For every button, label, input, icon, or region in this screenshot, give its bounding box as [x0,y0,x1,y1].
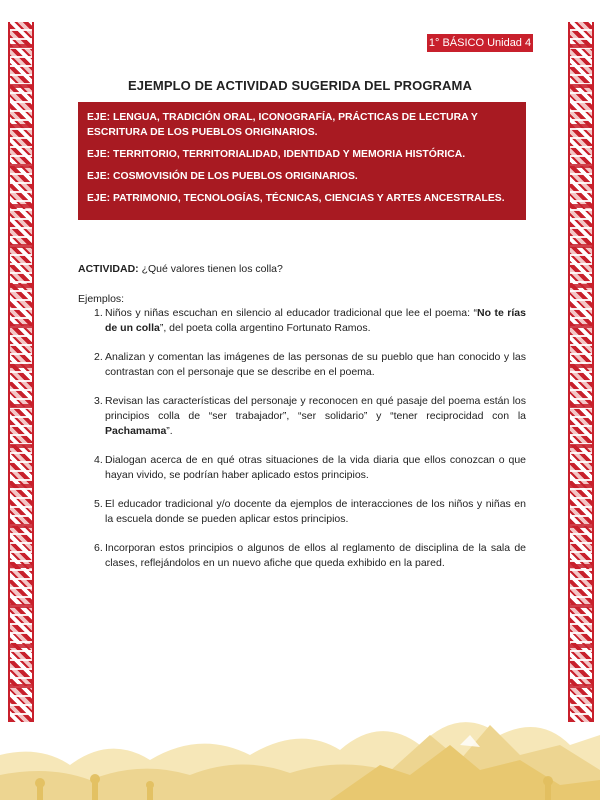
list-item [78,497,526,527]
item-number: 4. [94,454,103,466]
item-number: 3. [94,395,103,407]
activity-label: ACTIVIDAD: [78,263,139,275]
decorative-right-border [568,22,594,722]
item-text: Analizan y comentan las imágenes de las personas de su pueblo que han conocido y las contrastan con el personaje que se describe en el poema. [105,351,526,378]
item-number: 1. [94,307,103,319]
pachamama-term: Pachamama [105,425,167,437]
list-item [78,350,526,380]
list-item [78,453,526,483]
unit-badge: 1° BÁSICO Unidad 4 [427,34,533,52]
item-text: Revisan las características del personaje y reconocen en qué pasaje del poema están los principios colla de “ser trabajador”, “ser solidario” y “tener reciprocidad con la [105,395,526,422]
item-text: ”, del poeta colla argentino Fortunato Ramos. [159,322,371,334]
activity-question: ¿Qué valores tienen los colla? [138,263,283,275]
eje-item: EJE: LENGUA, TRADICIÓN ORAL, ICONOGRAFÍA, PRÁCTICAS DE LECTURA Y ESCRITURA DE LOS PUEBLOS ORIGINARIOS. [87,112,478,138]
eje-item: EJE: COSMOVISIÓN DE LOS PUEBLOS ORIGINARIOS. [87,171,358,182]
item-text: ”. [166,425,173,437]
eje-box [78,102,526,220]
item-number: 6. [94,542,103,554]
examples-list [78,306,526,585]
list-item [78,394,526,439]
item-number: 5. [94,498,103,510]
page-title: EJEMPLO DE ACTIVIDAD SUGERIDA DEL PROGRAMA [128,78,472,93]
item-text: Niños y niñas escuchan en silencio al educador tradicional que lee el poema: “ [105,307,478,319]
list-item [78,541,526,571]
item-number: 2. [94,351,103,363]
eje-item: EJE: TERRITORIO, TERRITORIALIDAD, IDENTIDAD Y MEMORIA HISTÓRICA. [87,149,466,160]
decorative-left-border [8,22,34,722]
activity-line [78,262,526,277]
item-text: El educador tradicional y/o docente da ejemplos de interacciones de los niños y niñas en la escuela donde se pueden aplicar estos principios. [105,498,526,525]
list-item [78,306,526,336]
item-text: Incorporan estos principios o algunos de ellos al reglamento de disciplina de la sala de clases, reflejándolos en un nuevo afiche que queda exhibido en la pared. [105,542,526,569]
decorative-landscape-footer [0,675,600,800]
examples-label: Ejemplos: [78,293,125,305]
eje-item: EJE: PATRIMONIO, TECNOLOGÍAS, TÉCNICAS, CIENCIAS Y ARTES ANCESTRALES. [87,193,505,204]
poem-title: No te rías de un colla [105,307,526,334]
item-text: Dialogan acerca de en qué otras situaciones de la vida diaria que ellos conozcan o que hayan vivido, se podrían haber aplicado estos principios. [105,454,526,481]
